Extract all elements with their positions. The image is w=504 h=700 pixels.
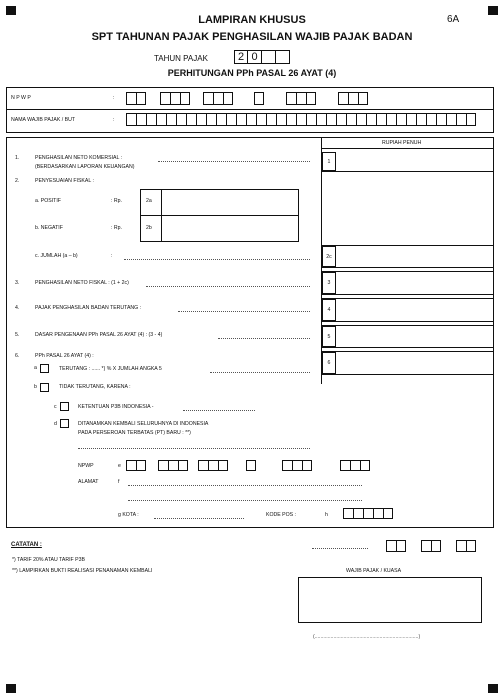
row2b-label: b. NEGATIF: [35, 225, 63, 231]
row6a-letter: a: [34, 365, 37, 371]
row6-amount-field[interactable]: [336, 352, 494, 374]
section-title: PERHITUNGAN PPh PASAL 26 AYAT (4): [167, 68, 337, 78]
row6d-dots: [78, 448, 310, 449]
row4-number: 4.: [15, 305, 20, 311]
tahun-digit-3[interactable]: [262, 50, 276, 64]
reinvest-npwp-group-5[interactable]: [282, 460, 312, 471]
tahun-digit-1: 2: [234, 50, 248, 64]
row6-bottom-line: [321, 374, 494, 375]
row2b-box-number: 2b: [146, 225, 152, 231]
reinvest-kodepos-field[interactable]: [343, 508, 393, 519]
identity-box: [6, 87, 494, 133]
row1-number: 1.: [15, 155, 20, 161]
row6d-label-line2: PADA PERSEROAN TERBATAS (PT) BARU : **): [78, 430, 191, 436]
reinvest-npwp-group-6[interactable]: [340, 460, 370, 471]
row2a-rp: : Rp.: [111, 198, 122, 204]
reinvest-alamat-letter: f: [118, 479, 120, 485]
row2c-bottom-line: [321, 267, 494, 268]
signer-label: WAJIB PAJAK / KUASA: [346, 568, 402, 574]
row6c-letter: c: [54, 404, 57, 410]
row6c-label: KETENTUAN P3B INDONESIA -: [78, 404, 154, 410]
catatan-label: CATATAN :: [11, 542, 42, 548]
signing-date-month[interactable]: [421, 540, 441, 552]
registration-mark-bottom-left: [6, 684, 16, 693]
npwp-group-2[interactable]: [160, 92, 190, 105]
row5-bottom-line: [321, 347, 494, 348]
nama-wp-label: NAMA WAJIB PAJAK / BUT: [11, 117, 75, 123]
row1-sublabel: (BERDASARKAN LAPORAN KEUANGAN): [35, 164, 135, 170]
row2-label: PENYESUAIAN FISKAL :: [35, 178, 94, 184]
option-c-checkbox[interactable]: [60, 402, 69, 411]
row5-number: 5.: [15, 332, 20, 338]
form-subtitle: SPT TAHUNAN PAJAK PENGHASILAN WAJIB PAJAK BADAN: [91, 31, 413, 43]
row6-number: 6.: [15, 353, 20, 359]
option-b-checkbox[interactable]: [40, 383, 49, 392]
row2a-box-number: 2a: [146, 198, 152, 204]
row3-box-number: 3: [322, 272, 336, 294]
column-header-divider: [321, 148, 494, 149]
npwp-group-5[interactable]: [286, 92, 316, 105]
tahun-digit-4[interactable]: [276, 50, 290, 64]
identity-divider: [6, 109, 494, 110]
row1-box-number: 1: [322, 152, 336, 171]
option-a-checkbox[interactable]: [40, 364, 49, 373]
signature-box[interactable]: [298, 577, 482, 623]
row2b-amount-field[interactable]: [162, 216, 298, 241]
row3-amount-field[interactable]: [336, 272, 494, 294]
reinvest-npwp-group-3[interactable]: [198, 460, 228, 471]
npwp-group-6[interactable]: [338, 92, 368, 105]
reinvest-kodepos-label: KODE POS :: [266, 512, 296, 518]
row6-box-number: 6: [322, 352, 336, 374]
row1-amount-field[interactable]: [336, 152, 494, 171]
row2c-colon: :: [111, 253, 113, 259]
row6d-letter: d: [54, 421, 57, 427]
npwp-group-4[interactable]: [254, 92, 264, 105]
rupiah-penuh-header: RUPIAH PENUH: [382, 140, 422, 146]
row6-label: PPh PASAL 26 AYAT (4) :: [35, 353, 94, 359]
row6d-label-line1: DITANAMKAN KEMBALI SELURUHNYA DI INDONESIA: [78, 421, 209, 427]
row4-label: PAJAK PENGHASILAN BADAN TERUTANG :: [35, 305, 142, 311]
npwp-colon: :: [113, 95, 115, 101]
note-1: *) TARIF 20% ATAU TARIF P3B: [12, 557, 85, 563]
row1-dots: [158, 161, 310, 162]
row2c-box-number: 2c: [322, 246, 336, 267]
reinvest-npwp-letter: e: [118, 463, 121, 469]
row6a-label: TERUTANG : ...... *) % X JUMLAH ANGKA 5: [59, 366, 162, 372]
tahun-pajak-label: TAHUN PAJAK: [154, 54, 208, 63]
reinvest-kota-label: g KOTA :: [118, 512, 139, 518]
row2a-label: a. POSITIF: [35, 198, 61, 204]
npwp-label: N P W P: [11, 95, 31, 101]
row6b-letter: b: [34, 384, 37, 390]
row6b-label: TIDAK TERUTANG, KARENA :: [59, 384, 131, 390]
reinvest-alamat-label: ALAMAT: [78, 479, 99, 485]
row1-bottom-line: [321, 171, 494, 172]
row3-label: PENGHASILAN NETO FISKAL : (1 + 2c): [35, 280, 129, 286]
row3-dots: [146, 286, 310, 287]
reinvest-npwp-label: NPWP: [78, 463, 94, 469]
signer-name-line[interactable]: (........................................................................): [313, 634, 421, 640]
row5-label: DASAR PENGENAAN PPh PASAL 26 AYAT (4) : (3 - 4): [35, 332, 163, 338]
form-code: 6A: [447, 14, 460, 25]
signing-date-day[interactable]: [386, 540, 406, 552]
row1-label: PENGHASILAN NETO KOMERSIAL :: [35, 155, 123, 161]
row5-dots: [218, 338, 310, 339]
row4-box-number: 4: [322, 299, 336, 321]
reinvest-alamat-dots-2[interactable]: [128, 500, 362, 501]
reinvest-kodepos-letter: h: [325, 512, 328, 518]
row3-number: 3.: [15, 280, 20, 286]
tahun-digit-2: 0: [248, 50, 262, 64]
row2c-label: c. JUMLAH (a – b): [35, 253, 78, 259]
signing-date-year[interactable]: [456, 540, 476, 552]
row4-bottom-line: [321, 321, 494, 322]
nama-wp-field[interactable]: [126, 113, 476, 126]
row5-amount-field[interactable]: [336, 326, 494, 347]
form-title: LAMPIRAN KHUSUS: [198, 14, 306, 26]
npwp-group-3[interactable]: [203, 92, 233, 105]
row2a-amount-field[interactable]: [162, 190, 298, 214]
tahun-pajak-field[interactable]: [234, 50, 290, 64]
signing-place-dots[interactable]: [312, 548, 368, 549]
reinvest-alamat-dots-1[interactable]: [128, 485, 362, 486]
row2b-rp: : Rp.: [111, 225, 122, 231]
row2c-dots: [124, 259, 310, 260]
row2c-amount-field[interactable]: [336, 246, 494, 267]
row4-dots: [178, 311, 310, 312]
row4-amount-field[interactable]: [336, 299, 494, 321]
npwp-group-1[interactable]: [126, 92, 146, 105]
option-d-checkbox[interactable]: [60, 419, 69, 428]
reinvest-npwp-group-1[interactable]: [126, 460, 146, 471]
row6c-dots: [183, 410, 255, 411]
registration-mark-bottom-right: [488, 684, 498, 693]
reinvest-npwp-group-4[interactable]: [246, 460, 256, 471]
row2-number: 2.: [15, 178, 20, 184]
reinvest-npwp-group-2[interactable]: [158, 460, 188, 471]
note-2: **) LAMPIRKAN BUKTI REALISASI PENANAMAN KEMBALI: [12, 568, 153, 574]
reinvest-kota-dots[interactable]: [154, 518, 244, 519]
row3-bottom-line: [321, 294, 494, 295]
row5-box-number: 5: [322, 326, 336, 347]
row6a-dots: [210, 372, 310, 373]
nama-wp-colon: :: [113, 117, 115, 123]
